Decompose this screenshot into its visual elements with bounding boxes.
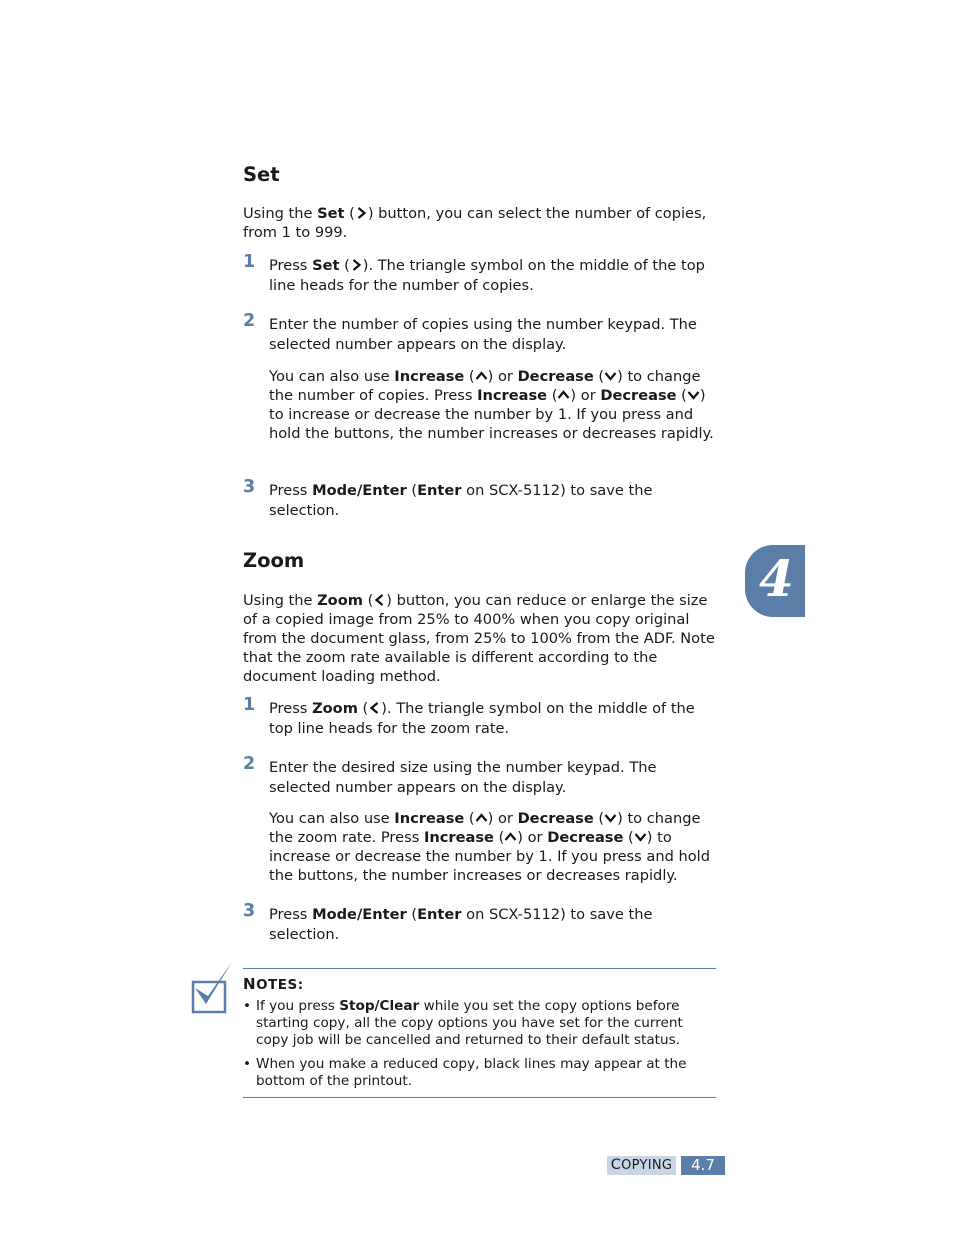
note-item: • When you make a reduced copy, black lines may appear at the bottom of the printout. (243, 1056, 687, 1089)
footer-chapter-label: COPYING (607, 1156, 676, 1175)
up-arrow-icon (557, 389, 570, 401)
set-intro: Using the Set ( ) button, you can select the number of copies, from 1 to 999. (243, 205, 707, 241)
step-number: 2 (243, 754, 256, 774)
down-arrow-icon (604, 370, 617, 382)
down-arrow-icon (634, 831, 647, 843)
notes-title: NOTES: (243, 975, 304, 993)
set-step-3: 3 Press Mode/Enter (Enter on SCX-5112) to save the selection. (243, 477, 653, 519)
left-arrow-icon (373, 594, 386, 606)
bullet: • (243, 998, 252, 1014)
up-arrow-icon (504, 831, 517, 843)
set-step-2-detail: You can also use Increase ( ) or Decrease ( ) to change the number of copies. Press Increase ( ) or Decrease ( ) to increase or decrease the number by 1. If you press and hold the buttons, the number increases or decreases rapidly. (269, 368, 714, 442)
step-number: 3 (243, 901, 256, 921)
step-number: 3 (243, 477, 256, 497)
zoom-step-1: 1 Press Zoom ( ). The triangle symbol on the middle of the top line heads for the zoom rate. (243, 695, 695, 737)
notes-box (243, 968, 716, 1098)
up-arrow-icon (475, 812, 488, 824)
step-number: 2 (243, 311, 256, 331)
set-step-2: 2 Enter the number of copies using the number keypad. The selected number appears on the display. (243, 311, 697, 353)
section-heading-set: Set (243, 163, 280, 186)
right-arrow-icon (355, 207, 368, 219)
step-number: 1 (243, 252, 256, 272)
down-arrow-icon (687, 389, 700, 401)
section-heading-zoom: Zoom (243, 549, 305, 572)
zoom-intro: Using the Zoom ( ) button, you can reduce or enlarge the size of a copied image from 25% to 400% when you copy original from the document glass, from 25% to 100% from the ADF. Note that the zoom rate available is different according to the document loading method. (243, 592, 715, 685)
note-item: • If you press Stop/Clear while you set the copy options before starting copy, all the copy options you have set for the current copy job will be cancelled and returned to their default status. (243, 998, 683, 1048)
bullet: • (243, 1056, 252, 1072)
zoom-step-3: 3 Press Mode/Enter (Enter on SCX-5112) to save the selection. (243, 901, 653, 943)
zoom-step-2-detail: You can also use Increase ( ) or Decrease ( ) to change the zoom rate. Press Increase ( ) or Decrease ( ) to increase or decrease the number by 1. If you press and hold the buttons, the number increases or decreases rapidly. (269, 810, 710, 884)
checkmark-icon (190, 960, 234, 1016)
up-arrow-icon (475, 370, 488, 382)
step-number: 1 (243, 695, 256, 715)
zoom-step-2: 2 Enter the desired size using the number keypad. The selected number appears on the display. (243, 754, 657, 796)
chapter-number: 4 (759, 549, 794, 608)
chapter-tab (745, 545, 805, 617)
down-arrow-icon (604, 812, 617, 824)
footer-page-number: 4.7 (681, 1156, 725, 1175)
right-arrow-icon (350, 259, 363, 271)
set-step-1: 1 Press Set ( ). The triangle symbol on the middle of the top line heads for the number of copies. (243, 252, 705, 294)
left-arrow-icon (368, 702, 381, 714)
